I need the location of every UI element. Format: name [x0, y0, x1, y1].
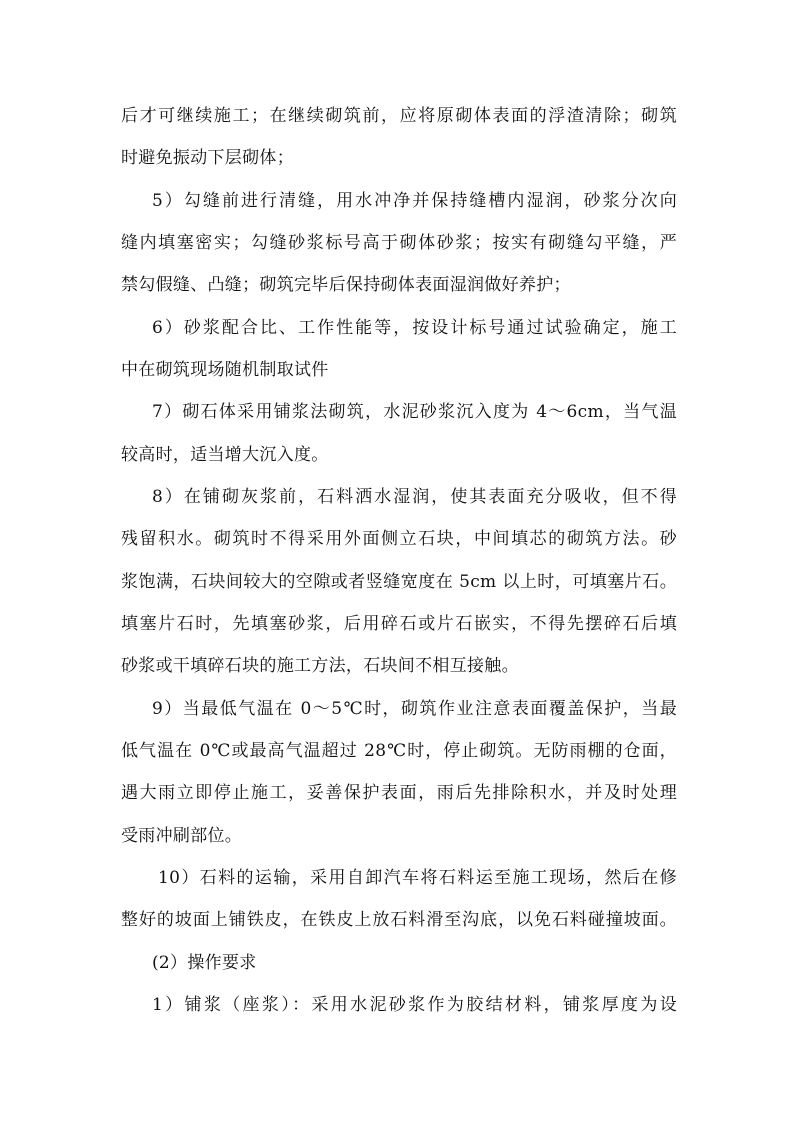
paragraph-line: 后才可继续施工；在继续砌筑前，应将原砌体表面的浮渣清除；砌筑 [121, 106, 677, 126]
paragraph-line: 低气温在 0℃或最高气温超过 28℃时，停止砌筑。无防雨棚的仓面， [121, 741, 677, 761]
paragraph-line: 浆饱满，石块间较大的空隙或者竖缝宽度在 5cm 以上时，可填塞片石。 [121, 572, 677, 592]
paragraph-line: 遇大雨立即停止施工，妥善保护表面，雨后先排除积水，并及时处理 [121, 783, 677, 803]
paragraph-line: 较高时，适当增大沉入度。 [121, 445, 329, 465]
paragraph-line: 7）砌石体采用铺浆法砌筑，水泥砂浆沉入度为 4～6cm，当气温 [152, 402, 677, 422]
paragraph-line: 砂浆或干填碎石块的施工方法，石块间不相互接触。 [121, 656, 519, 676]
paragraph-line: 填塞片石时，先填塞砂浆，后用碎石或片石嵌实，不得先摆碎石后填 [121, 614, 677, 634]
paragraph-line: 中在砌筑现场随机制取试件 [121, 360, 329, 380]
paragraph-line: 5）勾缝前进行清缝，用水冲净并保持缝槽内湿润，砂浆分次向 [152, 191, 677, 211]
paragraph-line: 残留积水。砌筑时不得采用外面侧立石块，中间填芯的砌筑方法。砂 [121, 529, 677, 549]
paragraph-line: 9）当最低气温在 0～5℃时，砌筑作业注意表面覆盖保护，当最 [152, 699, 677, 719]
paragraph-line: 1）铺浆（座浆）：采用水泥砂浆作为胶结材料，铺浆厚度为设 [152, 995, 677, 1015]
paragraph-line: 10）石料的运输，采用自卸汽车将石料运至施工现场，然后在修 [158, 868, 677, 888]
paragraph-line: 禁勾假缝、凸缝；砌筑完毕后保持砌体表面湿润做好养护； [121, 275, 571, 295]
paragraph-line: 6）砂浆配合比、工作性能等，按设计标号通过试验确定，施工 [152, 318, 677, 338]
paragraph-line: 缝内填塞密实；勾缝砂浆标号高于砌体砂浆；按实有砌缝勾平缝，严 [121, 233, 677, 253]
paragraph-line: 8）在铺砌灰浆前，石料洒水湿润，使其表面充分吸收，但不得 [152, 487, 677, 507]
section-heading: (2）操作要求 [152, 953, 257, 973]
paragraph-line: 整好的坡面上铺铁皮，在铁皮上放石料滑至沟底，以免石料碰撞坡面。 [121, 910, 677, 930]
paragraph-line: 受雨冲刷部位。 [121, 826, 243, 846]
paragraph-line: 时避免振动下层砌体； [121, 148, 294, 168]
